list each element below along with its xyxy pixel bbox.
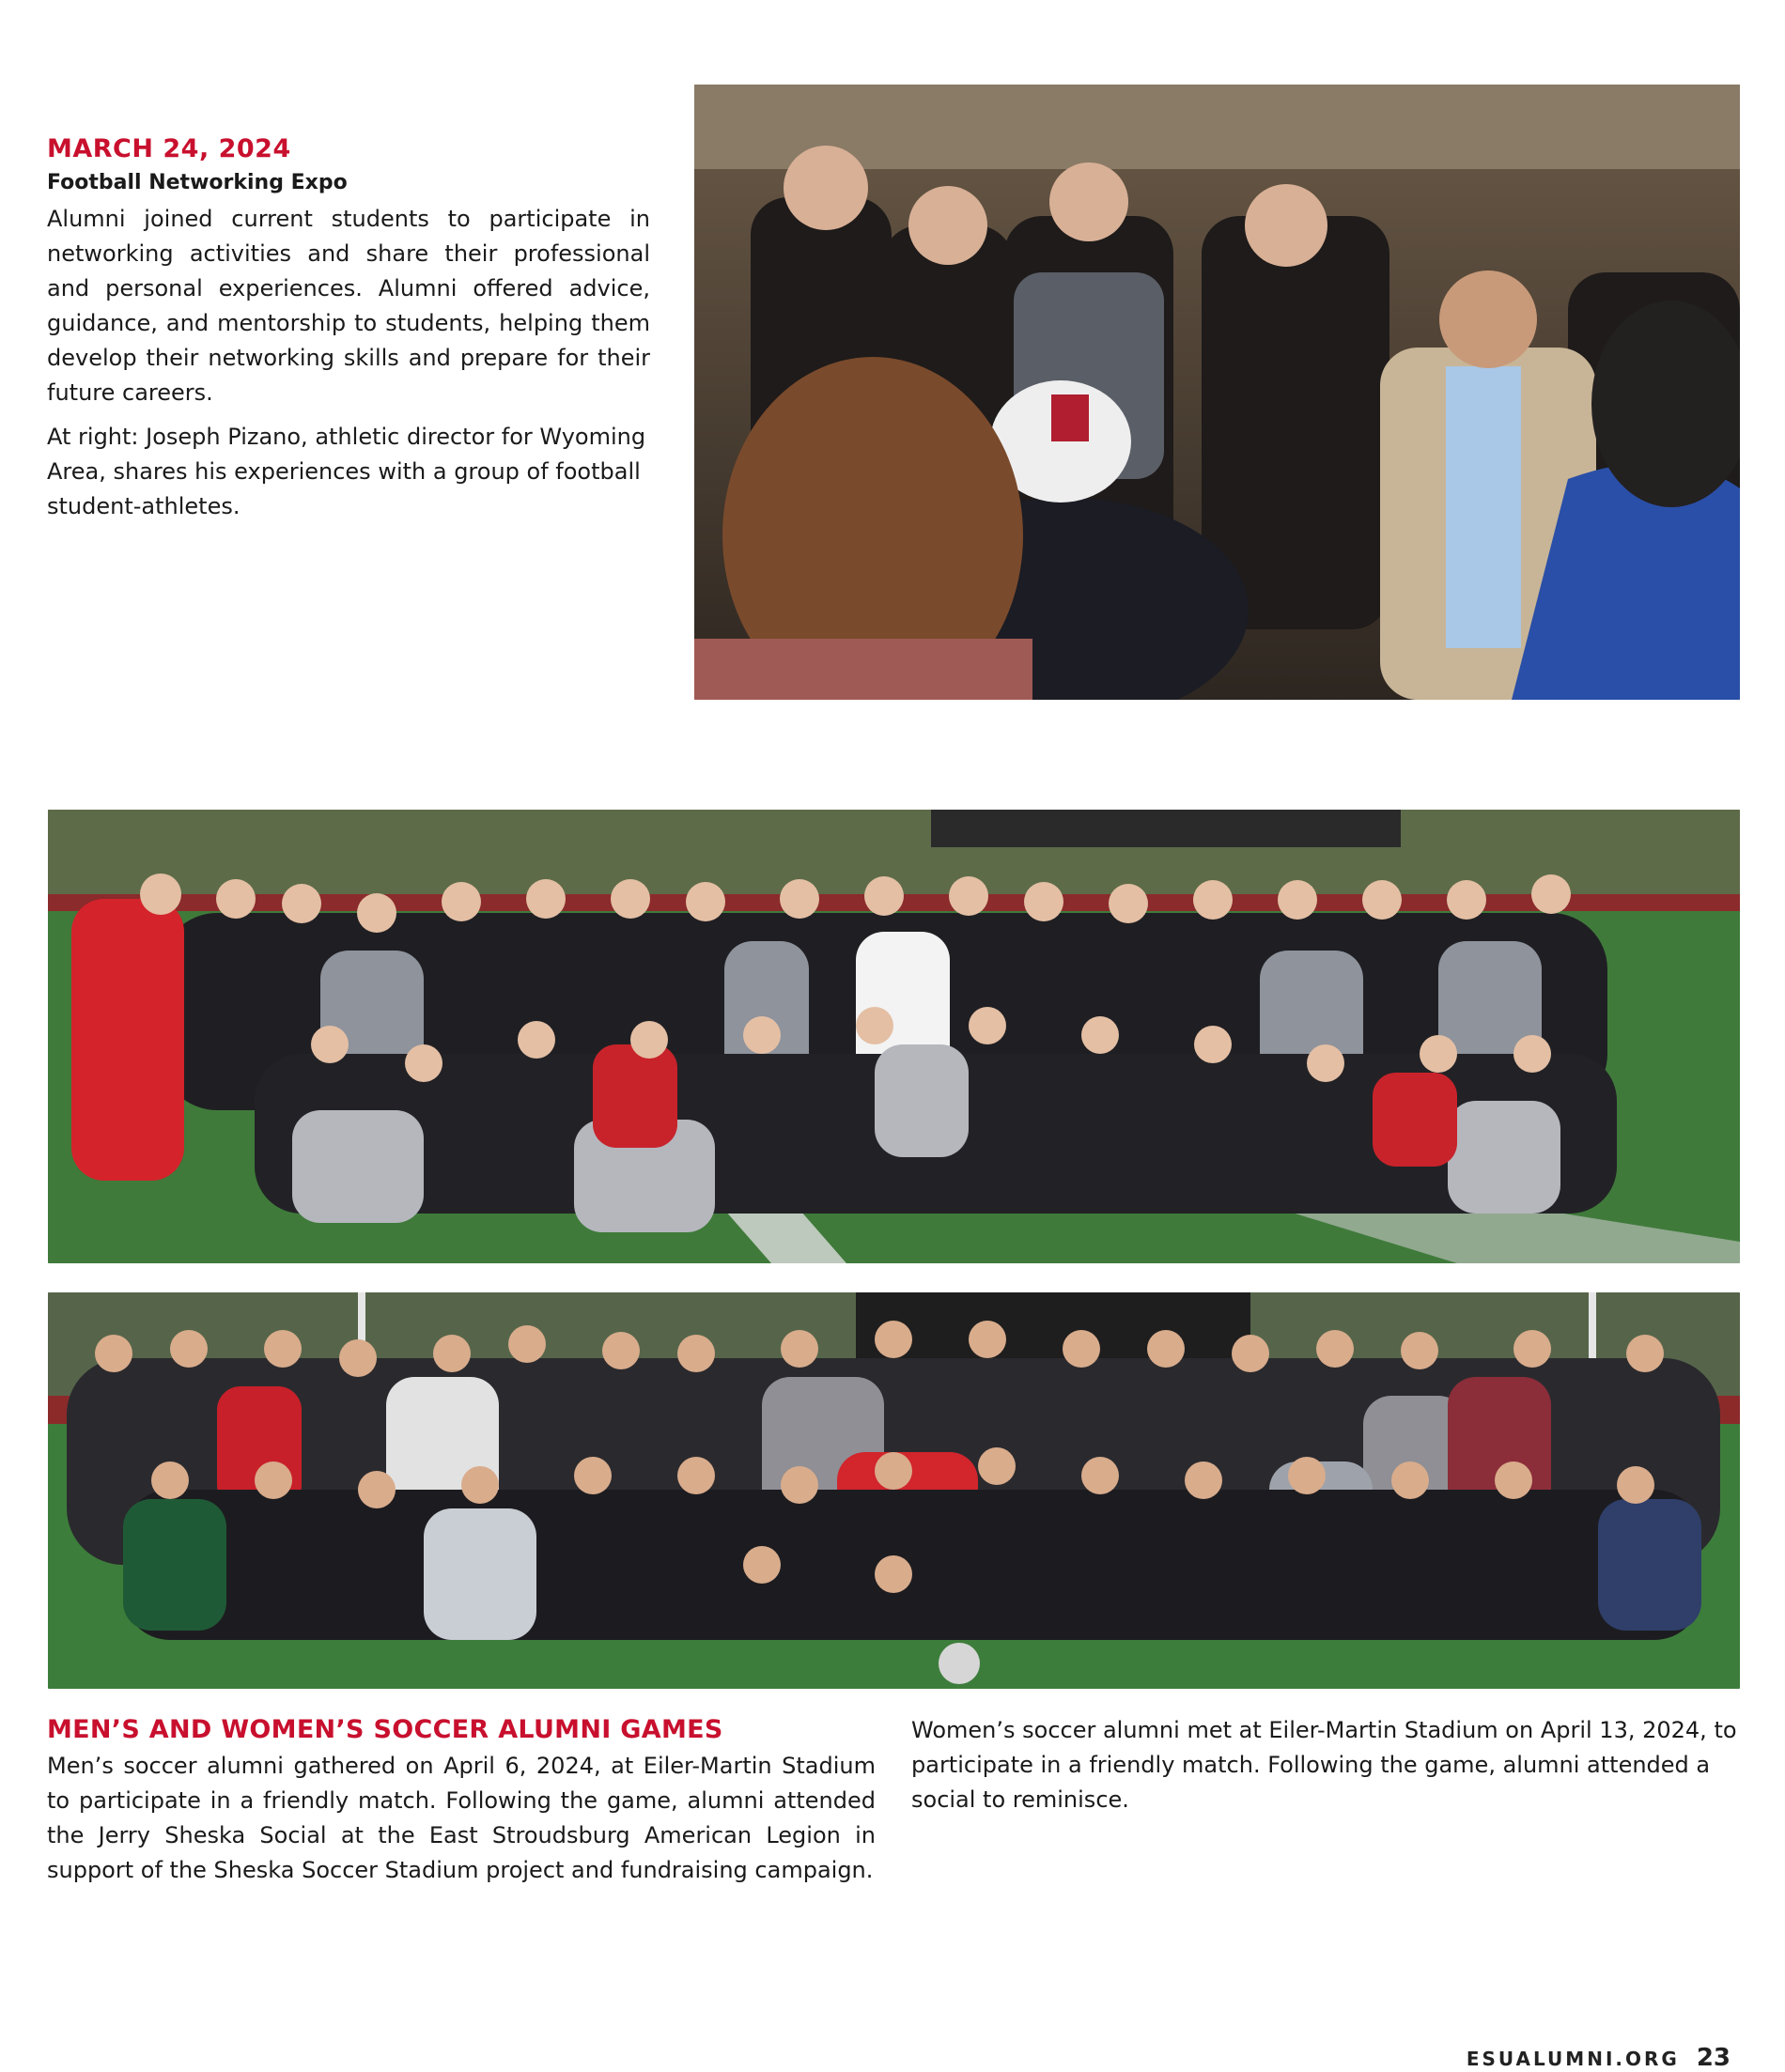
mens-soccer-paragraph: Men’s soccer alumni gathered on April 6, 2024, at Eiler-Martin Stadium to participate in a friendly match. Following the game, alumni attended the Jerry Sheska Social at the East Stroudsburg American Legion in support of the Sheska Soccer Stadium project and fundraising campaign. (47, 1753, 876, 1883)
mens-soccer-alumni-photo (48, 1292, 1740, 1689)
page-footer (1467, 2044, 1731, 2072)
womens-soccer-alumni-photo (48, 810, 1740, 1263)
event-date: MARCH 24, 2024 (47, 134, 291, 163)
football-expo-photo (694, 85, 1740, 700)
footer-website-url: ESUALUMNI.ORG (1466, 2048, 1680, 2070)
womens-soccer-paragraph: Women’s soccer alumni met at Eiler-Martin Stadium on April 13, 2024, to participate in a friendly match. Following the game, alumni attended a social to reminisce. (911, 1717, 1737, 1813)
expo-photo-caption: At right: Joseph Pizano, athletic director for Wyoming Area, shares his experiences with a group of football student-athletes. (47, 424, 646, 519)
expo-paragraph: Alumni joined current students to participate in networking activities and share their professional and personal experiences. Alumni offered advice, guidance, and mentorship to students, helping them develop their networking skills and prepare for their future careers. (47, 206, 650, 406)
soccer-alumni-heading: MEN’S AND WOMEN’S SOCCER ALUMNI GAMES (47, 1715, 723, 1744)
page-number: 23 (1696, 2044, 1731, 2072)
event-title: Football Networking Expo (47, 171, 348, 194)
